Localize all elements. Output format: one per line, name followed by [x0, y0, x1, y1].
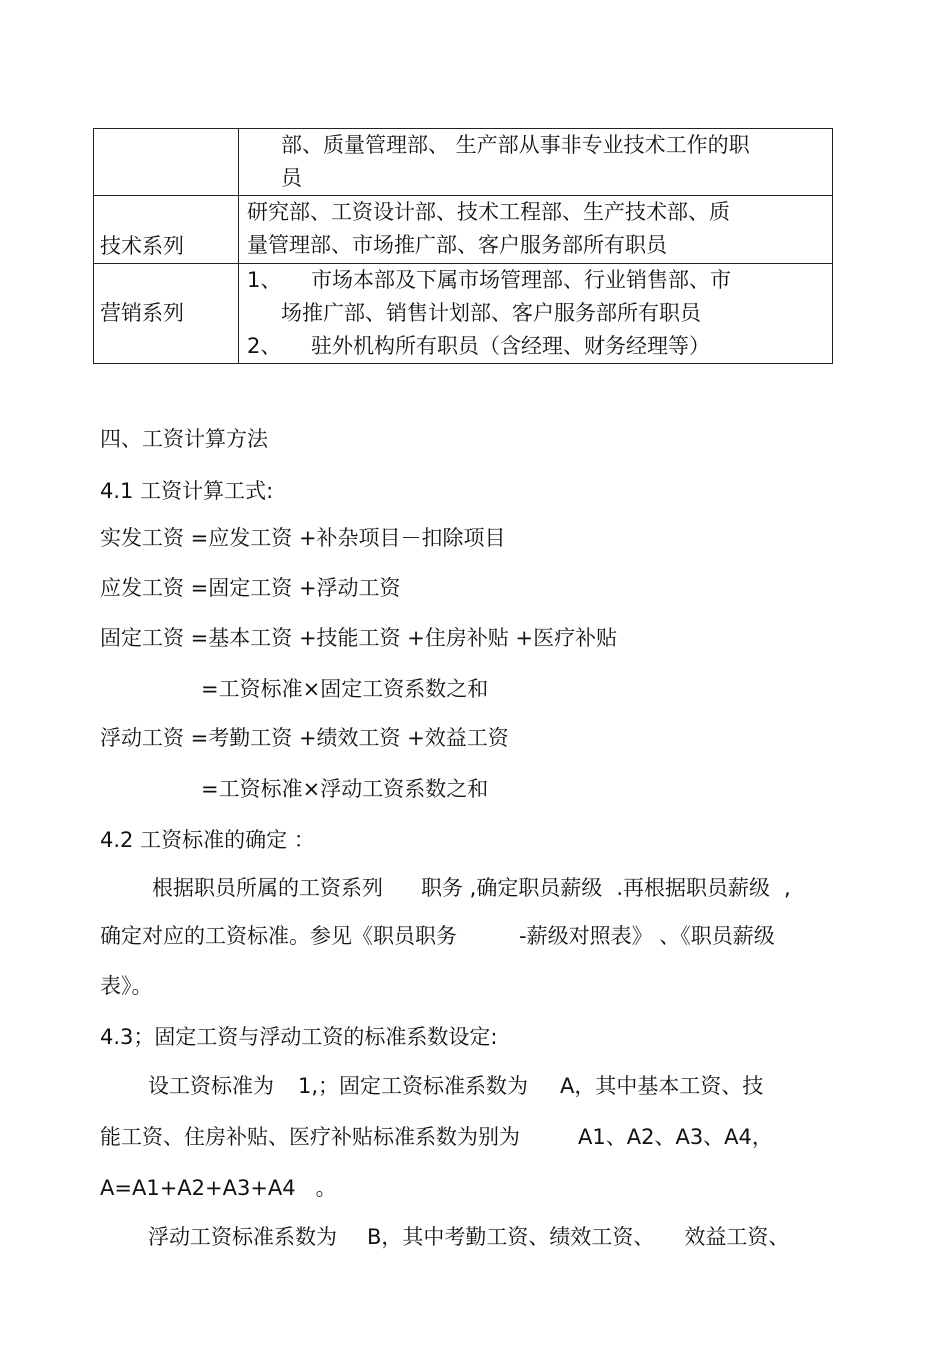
category-cell: 技术系列 — [94, 196, 239, 264]
subsection-title: 4.2 工资标准的确定 ： — [100, 828, 315, 852]
cell-text-line: 量管理部、市场推广部、客户服务部所有职员 — [247, 233, 667, 257]
category-cell: 营销系列 — [94, 264, 239, 364]
paragraph-line — [100, 921, 775, 951]
paragraph-line: 表》。 — [100, 974, 153, 998]
text-run: , — [784, 876, 791, 900]
formula-line: =工资标准×浮动工资系数之和 — [201, 777, 489, 801]
text-run: A1、A2、A3、A4， — [578, 1125, 773, 1149]
cell-text-line: 场推广部、销售计划部、客户服务部所有职员 — [281, 301, 701, 325]
text-run: 设工资标准为 — [148, 1074, 274, 1098]
list-number: 2、 — [247, 334, 282, 358]
text-run: 。 — [315, 1176, 337, 1200]
department-cell — [239, 264, 833, 364]
cell-text-line: 市场本部及下属市场管理部、行业销售部、市 — [311, 268, 731, 292]
formula-line: 固定工资 =基本工资 +技能工资 +住房补贴 +医疗补贴 — [100, 626, 618, 650]
subsection-title: 4.1 工资计算工式: — [100, 479, 274, 503]
text-run: .再根据职员薪级 — [616, 876, 771, 900]
formula-line: 实发工资 =应发工资 +补杂项目－扣除项目 — [100, 526, 506, 550]
department-cell — [239, 129, 833, 196]
text-run: 确定对应的工资标准。参见《职员职务 — [100, 924, 457, 948]
text-run: A=A1+A2+A3+A4 — [100, 1176, 296, 1200]
cell-text-line: 驻外机构所有职员（含经理、财务经理等） — [311, 334, 710, 358]
formula-line: 浮动工资 =考勤工资 +绩效工资 +效益工资 — [100, 726, 509, 750]
table-row — [94, 129, 833, 196]
text-run: A，其中基本工资、技 — [560, 1074, 764, 1098]
subsection-title: 4.3；固定工资与浮动工资的标准系数设定: — [100, 1025, 498, 1049]
text-run: 效益工资、 — [684, 1225, 790, 1249]
list-number: 1、 — [247, 268, 282, 292]
text-run: 根据职员所属的工资系列 — [152, 876, 383, 900]
staff-category-table — [93, 128, 833, 364]
category-cell — [94, 129, 239, 196]
formula-line: =工资标准×固定工资系数之和 — [201, 677, 489, 701]
cell-text-line: 员 — [281, 166, 302, 190]
text-run: B，其中考勤工资、绩效工资、 — [367, 1225, 655, 1249]
text-run: 浮动工资标准系数为 — [148, 1225, 337, 1249]
paragraph-line — [148, 1071, 763, 1101]
department-cell — [239, 196, 833, 264]
cell-text-line: 部、质量管理部、 生产部从事非专业技术工作的职 — [281, 133, 750, 157]
table-row — [94, 264, 833, 364]
section-heading: 四、工资计算方法 — [100, 427, 268, 451]
text-run: 能工资、住房补贴、医疗补贴标准系数为别为 — [100, 1125, 520, 1149]
formula-line: 应发工资 =固定工资 +浮动工资 — [100, 576, 401, 600]
text-run: 职务 ,确定职员薪级 — [421, 876, 603, 900]
text-run: 1,；固定工资标准系数为 — [298, 1074, 529, 1098]
list-item — [247, 330, 828, 363]
paragraph-line — [148, 1222, 789, 1252]
paragraph-line — [100, 1122, 773, 1152]
paragraph-line — [100, 1173, 337, 1203]
cell-text-line: 研究部、工资设计部、技术工程部、生产技术部、质 — [247, 200, 730, 224]
paragraph-line — [152, 873, 791, 903]
table-row — [94, 196, 833, 264]
text-run: -薪级对照表》 、《职员薪级 — [519, 924, 775, 948]
list-item — [247, 264, 828, 297]
